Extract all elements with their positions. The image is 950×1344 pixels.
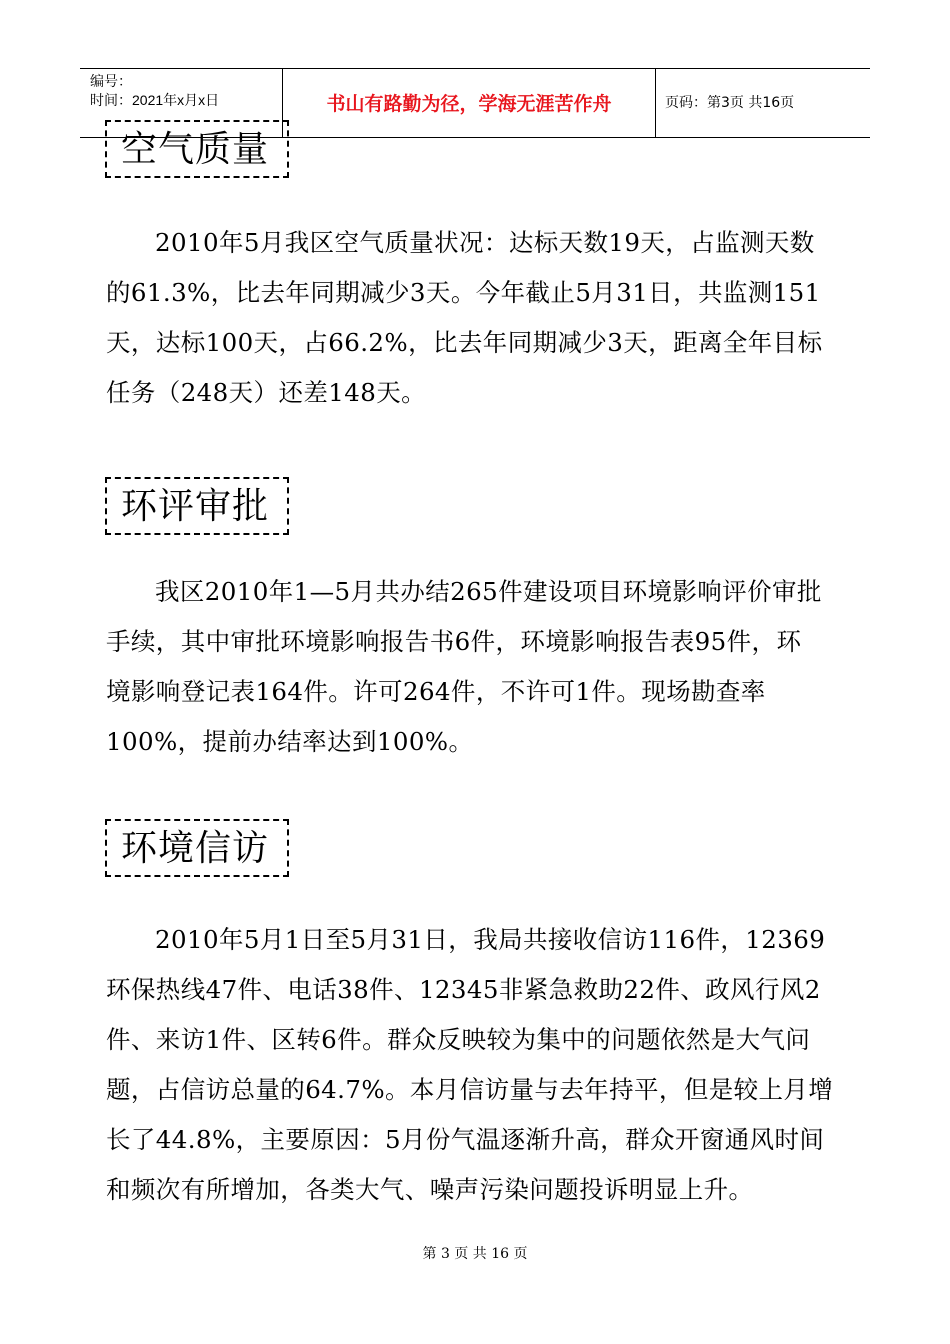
section-title-box	[105, 477, 289, 535]
paragraph-line: 我区2010年1—5月共办结265件建设项目环境影响评价审批	[155, 577, 822, 606]
section-title: 环评审批	[121, 486, 270, 527]
page-code: 页码：第3页 共16页	[665, 95, 795, 111]
motto-text: 书山有路勤为径，学海无涯苦作舟	[326, 93, 612, 115]
header-page-cell	[654, 69, 870, 137]
section-title: 空气质量	[121, 129, 270, 170]
paragraph-line: 长了44.8%，主要原因：5月份气温逐渐升高，群众开窗通风时间	[106, 1125, 825, 1154]
paragraph-line: 件、来访1件、区转6件。群众反映较为集中的问题依然是大气问	[106, 1025, 811, 1054]
date-label: 时间：2021年x月x日	[90, 92, 220, 108]
paragraph-line: 任务（248天）还差148天。	[106, 378, 427, 407]
section-title-box	[105, 120, 289, 178]
paragraph-line: 100%，提前办结率达到100%。	[106, 727, 474, 756]
paragraph-line: 的61.3%，比去年同期减少3天。今年截止5月31日，共监测151	[106, 278, 821, 307]
paragraph-line: 2010年5月我区空气质量状况：达标天数19天，占监测天数	[155, 228, 815, 257]
paragraph-line: 手续，其中审批环境影响报告书6件，环境影响报告表95件，环	[106, 627, 802, 656]
paragraph-line: 2010年5月1日至5月31日，我局共接收信访116件，12369	[155, 925, 826, 954]
header-motto-cell	[282, 69, 656, 137]
paragraph-line: 天，达标100天，占66.2%，比去年同期减少3天，距离全年目标	[106, 328, 823, 357]
paragraph-line: 和频次有所增加，各类大气、噪声污染问题投诉明显上升。	[106, 1175, 754, 1204]
number-label: 编号：	[90, 73, 132, 89]
paragraph-line: 境影响登记表164件。许可264件，不许可1件。现场勘查率	[106, 677, 766, 706]
page-footer: 第 3 页 共 16 页	[422, 1246, 528, 1262]
paragraph-line: 环保热线47件、电话38件、12345非紧急救助22件、政风行风2	[106, 975, 821, 1004]
paragraph-line: 题，占信访总量的64.7%。本月信访量与去年持平，但是较上月增	[106, 1075, 834, 1104]
section-title: 环境信访	[121, 828, 270, 869]
section-title-box	[105, 819, 289, 877]
